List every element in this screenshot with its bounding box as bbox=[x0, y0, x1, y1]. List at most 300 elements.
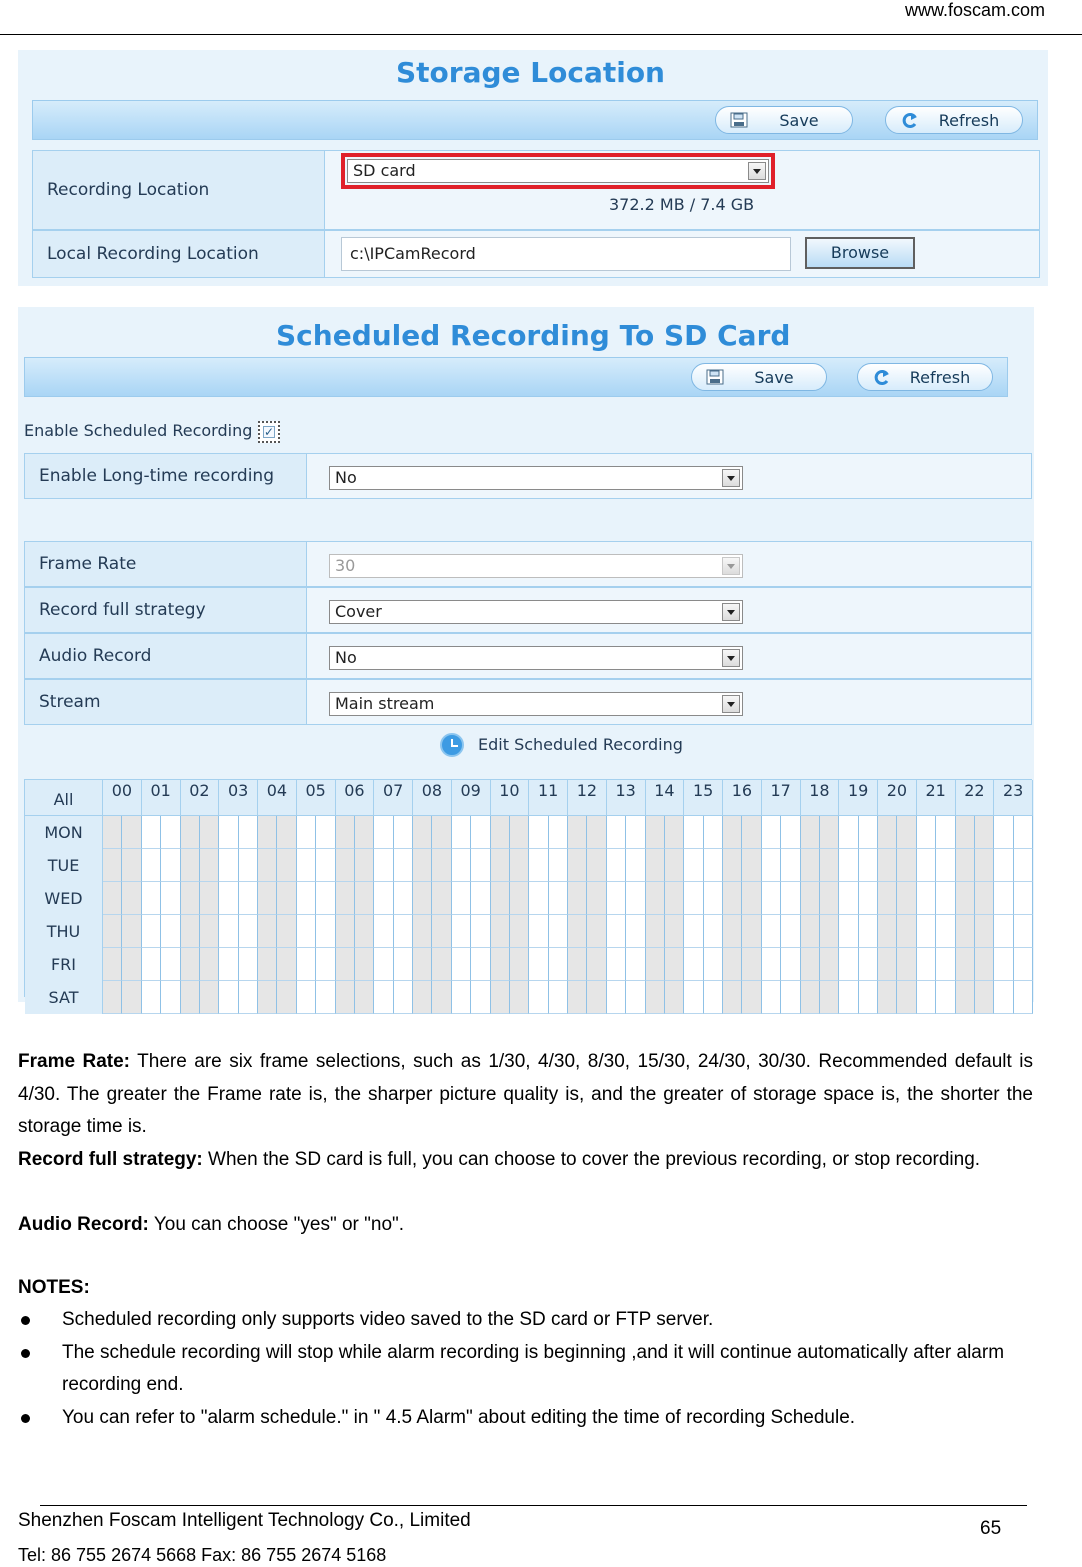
schedule-cell[interactable] bbox=[491, 849, 510, 882]
schedule-cell[interactable] bbox=[665, 948, 684, 981]
schedule-cell[interactable] bbox=[994, 816, 1013, 849]
schedule-cell[interactable] bbox=[103, 816, 122, 849]
schedule-cell[interactable] bbox=[607, 915, 626, 948]
schedule-cell[interactable] bbox=[413, 948, 432, 981]
schedule-cell[interactable] bbox=[936, 816, 955, 849]
schedule-cell[interactable] bbox=[258, 948, 277, 981]
schedule-cell[interactable] bbox=[510, 948, 529, 981]
schedule-cell[interactable] bbox=[820, 948, 839, 981]
schedule-cell[interactable] bbox=[897, 948, 916, 981]
schedule-cell[interactable] bbox=[956, 981, 975, 1014]
stream-select[interactable] bbox=[329, 692, 743, 716]
schedule-cell[interactable] bbox=[839, 915, 858, 948]
schedule-cell[interactable] bbox=[491, 882, 510, 915]
schedule-cell[interactable] bbox=[510, 915, 529, 948]
schedule-cell[interactable] bbox=[762, 915, 781, 948]
schedule-cell[interactable] bbox=[626, 882, 645, 915]
schedule-cell[interactable] bbox=[975, 882, 994, 915]
schedule-cell[interactable] bbox=[587, 948, 606, 981]
schedule-cell[interactable] bbox=[374, 849, 393, 882]
schedule-cell[interactable] bbox=[432, 882, 451, 915]
schedule-cell[interactable] bbox=[568, 981, 587, 1014]
schedule-cell[interactable] bbox=[122, 948, 141, 981]
hour-header-19[interactable]: 19 bbox=[839, 780, 878, 816]
hour-header-16[interactable]: 16 bbox=[723, 780, 762, 816]
schedule-cell[interactable] bbox=[665, 915, 684, 948]
schedule-cell[interactable] bbox=[161, 882, 180, 915]
schedule-cell[interactable] bbox=[181, 882, 200, 915]
schedule-cell[interactable] bbox=[975, 948, 994, 981]
schedule-cell[interactable] bbox=[277, 849, 296, 882]
schedule-cell[interactable] bbox=[355, 948, 374, 981]
schedule-cell[interactable] bbox=[355, 849, 374, 882]
schedule-cell[interactable] bbox=[897, 849, 916, 882]
schedule-cell[interactable] bbox=[510, 981, 529, 1014]
schedule-cell[interactable] bbox=[181, 981, 200, 1014]
schedule-cell[interactable] bbox=[801, 981, 820, 1014]
day-label-thu[interactable]: THU bbox=[25, 915, 103, 948]
schedule-cell[interactable] bbox=[200, 816, 219, 849]
schedule-cell[interactable] bbox=[452, 981, 471, 1014]
schedule-cell[interactable] bbox=[549, 915, 568, 948]
schedule-cell[interactable] bbox=[510, 816, 529, 849]
schedule-cell[interactable] bbox=[917, 849, 936, 882]
schedule-cell[interactable] bbox=[684, 948, 703, 981]
schedule-cell[interactable] bbox=[762, 948, 781, 981]
schedule-cell[interactable] bbox=[142, 981, 161, 1014]
schedule-cell[interactable] bbox=[917, 948, 936, 981]
select-all-button[interactable]: All bbox=[25, 780, 103, 816]
schedule-cell[interactable] bbox=[413, 981, 432, 1014]
schedule-cell[interactable] bbox=[1014, 849, 1033, 882]
schedule-cell[interactable] bbox=[994, 981, 1013, 1014]
hour-header-21[interactable]: 21 bbox=[917, 780, 956, 816]
hour-header-15[interactable]: 15 bbox=[684, 780, 723, 816]
schedule-cell[interactable] bbox=[258, 915, 277, 948]
schedule-cell[interactable] bbox=[219, 849, 238, 882]
schedule-cell[interactable] bbox=[239, 882, 258, 915]
schedule-cell[interactable] bbox=[277, 915, 296, 948]
long-time-select[interactable] bbox=[329, 466, 743, 490]
schedule-cell[interactable] bbox=[122, 981, 141, 1014]
audio-record-select[interactable] bbox=[329, 646, 743, 670]
schedule-cell[interactable] bbox=[626, 948, 645, 981]
schedule-cell[interactable] bbox=[956, 915, 975, 948]
schedule-cell[interactable] bbox=[471, 882, 490, 915]
schedule-cell[interactable] bbox=[607, 816, 626, 849]
schedule-cell[interactable] bbox=[142, 882, 161, 915]
schedule-cell[interactable] bbox=[646, 915, 665, 948]
schedule-cell[interactable] bbox=[258, 849, 277, 882]
schedule-cell[interactable] bbox=[297, 849, 316, 882]
schedule-cell[interactable] bbox=[103, 948, 122, 981]
day-label-sat[interactable]: SAT bbox=[25, 981, 103, 1014]
schedule-cell[interactable] bbox=[452, 948, 471, 981]
schedule-cell[interactable] bbox=[897, 981, 916, 1014]
hour-header-01[interactable]: 01 bbox=[142, 780, 181, 816]
schedule-cell[interactable] bbox=[723, 849, 742, 882]
schedule-cell[interactable] bbox=[936, 981, 955, 1014]
schedule-cell[interactable] bbox=[859, 915, 878, 948]
schedule-cell[interactable] bbox=[587, 816, 606, 849]
schedule-cell[interactable] bbox=[994, 915, 1013, 948]
schedule-cell[interactable] bbox=[529, 816, 548, 849]
schedule-grid[interactable] bbox=[24, 779, 1032, 1007]
schedule-cell[interactable] bbox=[878, 981, 897, 1014]
day-label-tue[interactable]: TUE bbox=[25, 849, 103, 882]
schedule-cell[interactable] bbox=[471, 981, 490, 1014]
schedule-cell[interactable] bbox=[200, 981, 219, 1014]
schedule-cell[interactable] bbox=[839, 981, 858, 1014]
schedule-cell[interactable] bbox=[200, 915, 219, 948]
schedule-cell[interactable] bbox=[839, 882, 858, 915]
schedule-cell[interactable] bbox=[239, 816, 258, 849]
schedule-cell[interactable] bbox=[665, 816, 684, 849]
schedule-cell[interactable] bbox=[723, 948, 742, 981]
schedule-cell[interactable] bbox=[432, 816, 451, 849]
schedule-cell[interactable] bbox=[646, 981, 665, 1014]
schedule-cell[interactable] bbox=[936, 882, 955, 915]
schedule-cell[interactable] bbox=[529, 849, 548, 882]
schedule-cell[interactable] bbox=[161, 948, 180, 981]
schedule-cell[interactable] bbox=[801, 882, 820, 915]
schedule-cell[interactable] bbox=[994, 882, 1013, 915]
schedule-cell[interactable] bbox=[859, 981, 878, 1014]
schedule-cell[interactable] bbox=[723, 915, 742, 948]
hour-header-03[interactable]: 03 bbox=[219, 780, 258, 816]
schedule-cell[interactable] bbox=[297, 915, 316, 948]
schedule-cell[interactable] bbox=[258, 816, 277, 849]
schedule-cell[interactable] bbox=[781, 849, 800, 882]
schedule-cell[interactable] bbox=[878, 849, 897, 882]
schedule-cell[interactable] bbox=[587, 849, 606, 882]
enable-scheduled-checkbox[interactable] bbox=[258, 421, 280, 443]
schedule-cell[interactable] bbox=[859, 882, 878, 915]
schedule-cell[interactable] bbox=[258, 882, 277, 915]
schedule-cell[interactable] bbox=[801, 816, 820, 849]
schedule-cell[interactable] bbox=[607, 948, 626, 981]
schedule-cell[interactable] bbox=[878, 882, 897, 915]
schedule-cell[interactable] bbox=[956, 849, 975, 882]
schedule-cell[interactable] bbox=[219, 816, 238, 849]
schedule-cell[interactable] bbox=[742, 915, 761, 948]
schedule-cell[interactable] bbox=[219, 948, 238, 981]
clock-icon[interactable] bbox=[440, 733, 464, 757]
schedule-cell[interactable] bbox=[277, 948, 296, 981]
schedule-cell[interactable] bbox=[239, 981, 258, 1014]
schedule-cell[interactable] bbox=[510, 882, 529, 915]
schedule-cell[interactable] bbox=[568, 948, 587, 981]
schedule-cell[interactable] bbox=[859, 948, 878, 981]
schedule-cell[interactable] bbox=[510, 849, 529, 882]
hour-header-22[interactable]: 22 bbox=[956, 780, 995, 816]
schedule-cell[interactable] bbox=[122, 882, 141, 915]
schedule-cell[interactable] bbox=[626, 915, 645, 948]
schedule-cell[interactable] bbox=[878, 816, 897, 849]
schedule-cell[interactable] bbox=[820, 816, 839, 849]
schedule-cell[interactable] bbox=[471, 915, 490, 948]
schedule-cell[interactable] bbox=[723, 882, 742, 915]
hour-header-11[interactable]: 11 bbox=[529, 780, 568, 816]
schedule-cell[interactable] bbox=[897, 915, 916, 948]
schedule-cell[interactable] bbox=[452, 915, 471, 948]
hour-header-10[interactable]: 10 bbox=[491, 780, 530, 816]
schedule-cell[interactable] bbox=[820, 882, 839, 915]
schedule-cell[interactable] bbox=[549, 882, 568, 915]
schedule-cell[interactable] bbox=[646, 849, 665, 882]
schedule-cell[interactable] bbox=[452, 849, 471, 882]
schedule-cell[interactable] bbox=[1014, 981, 1033, 1014]
schedule-cell[interactable] bbox=[200, 948, 219, 981]
schedule-cell[interactable] bbox=[781, 816, 800, 849]
schedule-cell[interactable] bbox=[374, 882, 393, 915]
schedule-cell[interactable] bbox=[355, 816, 374, 849]
schedule-cell[interactable] bbox=[432, 981, 451, 1014]
schedule-cell[interactable] bbox=[239, 915, 258, 948]
schedule-cell[interactable] bbox=[781, 981, 800, 1014]
schedule-cell[interactable] bbox=[277, 882, 296, 915]
hour-header-07[interactable]: 07 bbox=[374, 780, 413, 816]
edit-scheduled-recording-link[interactable]: Edit Scheduled Recording bbox=[478, 735, 683, 754]
hour-header-14[interactable]: 14 bbox=[646, 780, 685, 816]
schedule-cell[interactable] bbox=[742, 816, 761, 849]
schedule-cell[interactable] bbox=[626, 816, 645, 849]
schedule-cell[interactable] bbox=[277, 981, 296, 1014]
schedule-cell[interactable] bbox=[646, 882, 665, 915]
storage-refresh-button[interactable] bbox=[885, 106, 1023, 134]
schedule-cell[interactable] bbox=[239, 948, 258, 981]
schedule-cell[interactable] bbox=[704, 816, 723, 849]
schedule-cell[interactable] bbox=[374, 915, 393, 948]
schedule-cell[interactable] bbox=[471, 948, 490, 981]
schedule-cell[interactable] bbox=[394, 849, 413, 882]
schedule-cell[interactable] bbox=[820, 915, 839, 948]
schedule-cell[interactable] bbox=[936, 948, 955, 981]
day-label-fri[interactable]: FRI bbox=[25, 948, 103, 981]
hour-header-18[interactable]: 18 bbox=[801, 780, 840, 816]
schedule-cell[interactable] bbox=[491, 816, 510, 849]
schedule-cell[interactable] bbox=[704, 915, 723, 948]
schedule-cell[interactable] bbox=[374, 948, 393, 981]
schedule-cell[interactable] bbox=[336, 816, 355, 849]
schedule-cell[interactable] bbox=[394, 948, 413, 981]
schedule-cell[interactable] bbox=[452, 816, 471, 849]
schedule-cell[interactable] bbox=[762, 849, 781, 882]
schedule-cell[interactable] bbox=[181, 849, 200, 882]
schedule-cell[interactable] bbox=[529, 882, 548, 915]
schedule-cell[interactable] bbox=[316, 948, 335, 981]
hour-header-23[interactable]: 23 bbox=[994, 780, 1033, 816]
schedule-cell[interactable] bbox=[297, 816, 316, 849]
schedule-cell[interactable] bbox=[161, 849, 180, 882]
browse-button[interactable]: Browse bbox=[805, 237, 915, 269]
schedule-cell[interactable] bbox=[103, 915, 122, 948]
schedule-cell[interactable] bbox=[917, 981, 936, 1014]
schedule-cell[interactable] bbox=[801, 915, 820, 948]
schedule-cell[interactable] bbox=[432, 915, 451, 948]
schedule-cell[interactable] bbox=[103, 882, 122, 915]
schedule-cell[interactable] bbox=[355, 981, 374, 1014]
schedule-cell[interactable] bbox=[355, 915, 374, 948]
schedule-cell[interactable] bbox=[607, 849, 626, 882]
schedule-cell[interactable] bbox=[1014, 915, 1033, 948]
schedule-cell[interactable] bbox=[336, 849, 355, 882]
schedule-cell[interactable] bbox=[839, 849, 858, 882]
schedule-cell[interactable] bbox=[684, 882, 703, 915]
schedule-cell[interactable] bbox=[704, 849, 723, 882]
schedule-cell[interactable] bbox=[646, 816, 665, 849]
schedule-cell[interactable] bbox=[781, 882, 800, 915]
schedule-cell[interactable] bbox=[665, 981, 684, 1014]
schedule-cell[interactable] bbox=[897, 882, 916, 915]
schedule-cell[interactable] bbox=[316, 981, 335, 1014]
schedule-cell[interactable] bbox=[219, 915, 238, 948]
schedule-cell[interactable] bbox=[723, 816, 742, 849]
schedule-cell[interactable] bbox=[491, 981, 510, 1014]
day-label-wed[interactable]: WED bbox=[25, 882, 103, 915]
local-location-input[interactable]: c:\IPCamRecord bbox=[341, 237, 791, 271]
schedule-cell[interactable] bbox=[374, 816, 393, 849]
schedule-cell[interactable] bbox=[471, 849, 490, 882]
hour-header-08[interactable]: 08 bbox=[413, 780, 452, 816]
schedule-cell[interactable] bbox=[103, 981, 122, 1014]
schedule-cell[interactable] bbox=[142, 915, 161, 948]
schedule-cell[interactable] bbox=[103, 849, 122, 882]
schedule-cell[interactable] bbox=[626, 981, 645, 1014]
schedule-cell[interactable] bbox=[219, 882, 238, 915]
schedule-cell[interactable] bbox=[181, 915, 200, 948]
schedule-cell[interactable] bbox=[684, 816, 703, 849]
full-strategy-select[interactable] bbox=[329, 600, 743, 624]
schedule-cell[interactable] bbox=[1014, 882, 1033, 915]
site-url[interactable]: www.foscam.com bbox=[905, 0, 1046, 20]
schedule-cell[interactable] bbox=[587, 882, 606, 915]
schedule-cell[interactable] bbox=[374, 981, 393, 1014]
hour-header-17[interactable]: 17 bbox=[762, 780, 801, 816]
schedule-cell[interactable] bbox=[975, 915, 994, 948]
schedule-cell[interactable] bbox=[568, 816, 587, 849]
schedule-cell[interactable] bbox=[161, 915, 180, 948]
schedule-cell[interactable] bbox=[917, 915, 936, 948]
schedule-cell[interactable] bbox=[742, 948, 761, 981]
schedule-cell[interactable] bbox=[413, 849, 432, 882]
schedule-cell[interactable] bbox=[394, 882, 413, 915]
schedule-cell[interactable] bbox=[801, 849, 820, 882]
schedule-cell[interactable] bbox=[122, 849, 141, 882]
schedule-cell[interactable] bbox=[762, 981, 781, 1014]
hour-header-13[interactable]: 13 bbox=[607, 780, 646, 816]
schedule-cell[interactable] bbox=[820, 981, 839, 1014]
schedule-cell[interactable] bbox=[122, 816, 141, 849]
schedule-cell[interactable] bbox=[491, 948, 510, 981]
schedule-cell[interactable] bbox=[1014, 816, 1033, 849]
schedule-cell[interactable] bbox=[878, 915, 897, 948]
hour-header-09[interactable]: 09 bbox=[452, 780, 491, 816]
schedule-cell[interactable] bbox=[781, 915, 800, 948]
schedule-cell[interactable] bbox=[297, 882, 316, 915]
schedule-cell[interactable] bbox=[529, 981, 548, 1014]
schedule-cell[interactable] bbox=[704, 882, 723, 915]
schedule-cell[interactable] bbox=[742, 981, 761, 1014]
schedule-cell[interactable] bbox=[239, 849, 258, 882]
schedule-cell[interactable] bbox=[684, 849, 703, 882]
schedule-cell[interactable] bbox=[917, 882, 936, 915]
schedule-cell[interactable] bbox=[161, 981, 180, 1014]
schedule-cell[interactable] bbox=[975, 849, 994, 882]
schedule-cell[interactable] bbox=[646, 948, 665, 981]
schedule-cell[interactable] bbox=[994, 948, 1013, 981]
schedule-cell[interactable] bbox=[956, 816, 975, 849]
schedule-cell[interactable] bbox=[975, 981, 994, 1014]
schedule-cell[interactable] bbox=[587, 981, 606, 1014]
schedule-cell[interactable] bbox=[762, 816, 781, 849]
schedule-cell[interactable] bbox=[200, 882, 219, 915]
schedule-cell[interactable] bbox=[607, 882, 626, 915]
schedule-cell[interactable] bbox=[549, 948, 568, 981]
schedule-cell[interactable] bbox=[549, 849, 568, 882]
hour-header-20[interactable]: 20 bbox=[878, 780, 917, 816]
schedule-cell[interactable] bbox=[587, 915, 606, 948]
schedule-cell[interactable] bbox=[471, 816, 490, 849]
schedule-cell[interactable] bbox=[956, 882, 975, 915]
schedule-cell[interactable] bbox=[607, 981, 626, 1014]
schedule-cell[interactable] bbox=[142, 849, 161, 882]
schedule-cell[interactable] bbox=[742, 849, 761, 882]
schedule-cell[interactable] bbox=[394, 915, 413, 948]
schedule-cell[interactable] bbox=[742, 882, 761, 915]
schedule-cell[interactable] bbox=[277, 816, 296, 849]
schedule-cell[interactable] bbox=[917, 816, 936, 849]
schedule-cell[interactable] bbox=[316, 882, 335, 915]
schedule-cell[interactable] bbox=[762, 882, 781, 915]
schedule-cell[interactable] bbox=[936, 849, 955, 882]
schedule-cell[interactable] bbox=[161, 816, 180, 849]
schedule-cell[interactable] bbox=[413, 816, 432, 849]
schedule-cell[interactable] bbox=[878, 948, 897, 981]
schedule-cell[interactable] bbox=[394, 981, 413, 1014]
schedule-cell[interactable] bbox=[723, 981, 742, 1014]
schedule-cell[interactable] bbox=[394, 816, 413, 849]
schedule-cell[interactable] bbox=[684, 981, 703, 1014]
schedule-cell[interactable] bbox=[626, 849, 645, 882]
schedule-cell[interactable] bbox=[142, 816, 161, 849]
storage-save-button[interactable] bbox=[715, 106, 853, 134]
hour-header-02[interactable]: 02 bbox=[181, 780, 220, 816]
hour-header-06[interactable]: 06 bbox=[336, 780, 375, 816]
schedule-cell[interactable] bbox=[936, 915, 955, 948]
schedule-cell[interactable] bbox=[820, 849, 839, 882]
schedule-refresh-button[interactable] bbox=[857, 363, 993, 391]
schedule-cell[interactable] bbox=[336, 948, 355, 981]
schedule-cell[interactable] bbox=[413, 882, 432, 915]
schedule-cell[interactable] bbox=[297, 948, 316, 981]
schedule-cell[interactable] bbox=[975, 816, 994, 849]
schedule-cell[interactable] bbox=[704, 981, 723, 1014]
schedule-cell[interactable] bbox=[258, 981, 277, 1014]
schedule-save-button[interactable] bbox=[691, 363, 827, 391]
schedule-cell[interactable] bbox=[200, 849, 219, 882]
schedule-cell[interactable] bbox=[122, 915, 141, 948]
schedule-cell[interactable] bbox=[839, 816, 858, 849]
schedule-cell[interactable] bbox=[994, 849, 1013, 882]
schedule-cell[interactable] bbox=[316, 816, 335, 849]
schedule-cell[interactable] bbox=[704, 948, 723, 981]
hour-header-12[interactable]: 12 bbox=[568, 780, 607, 816]
schedule-cell[interactable] bbox=[549, 981, 568, 1014]
schedule-cell[interactable] bbox=[297, 981, 316, 1014]
schedule-cell[interactable] bbox=[529, 948, 548, 981]
schedule-cell[interactable] bbox=[859, 816, 878, 849]
